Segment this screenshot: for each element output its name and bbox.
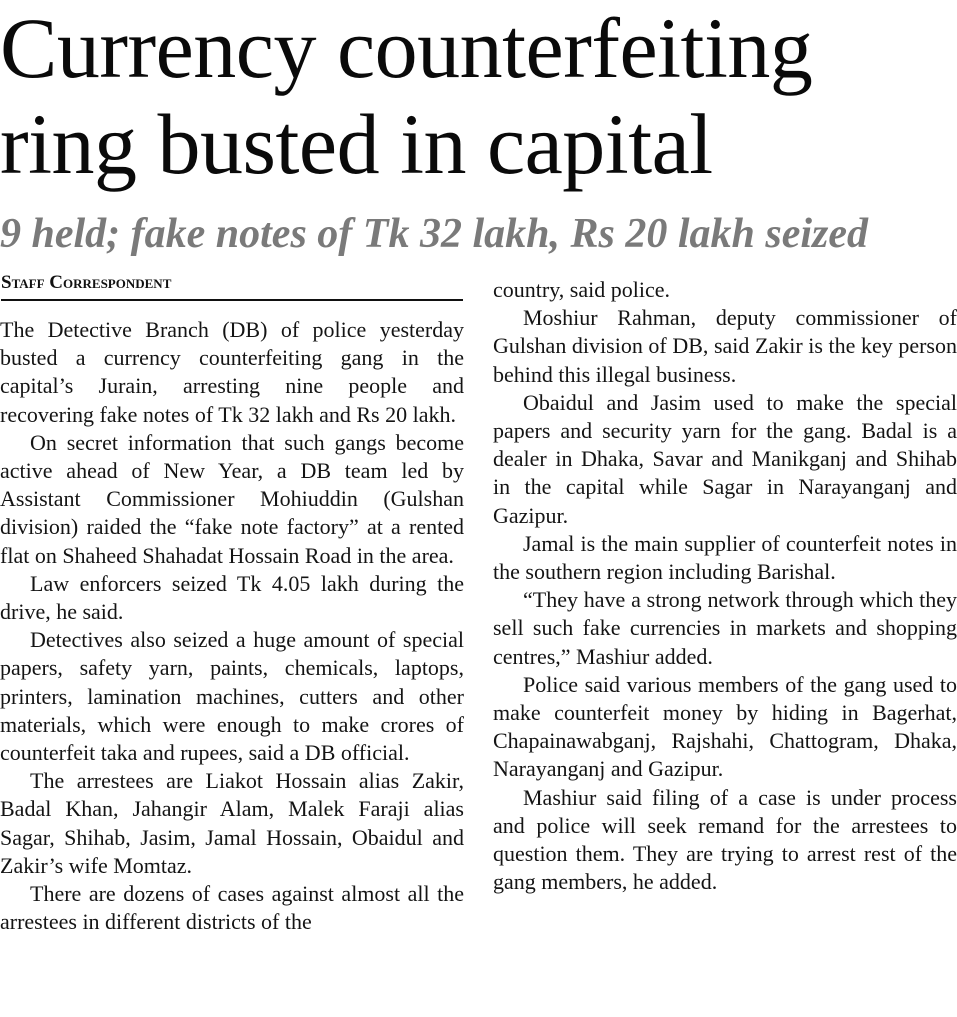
paragraph: Jamal is the main supplier of counterfeit notes in the southern region including Barishal. [493, 530, 957, 585]
paragraph: Detectives also seized a huge amount of special papers, safety yarn, paints, chemicals, laptops, printers, lamination machines, cutters and other materials, which were enough to make crores of counterfeit taka and rupees, said a DB official. [0, 627, 464, 766]
paragraph: Moshiur Rahman, deputy commissioner of Gulshan division of DB, said Zakir is the key person behind this illegal business. [493, 305, 957, 387]
paragraph: Mashiur said filing of a case is under process and police will seek remand for the arrestees to question them. They are trying to arrest rest of the gang members, he added. [493, 784, 957, 895]
paragraph: There are dozens of cases against almost all the arrestees in different districts of the [0, 881, 464, 935]
paragraph: The arrestees are Liakot Hossain alias Zakir, Badal Khan, Jahangir Alam, Malek Faraji alias Sagar, Shihab, Jasim, Jamal Hossain, Obaidul and Zakir’s wife Momtaz. [0, 768, 464, 878]
byline: Staff Correspondent [1, 272, 463, 301]
subheadline: 9 held; fake notes of Tk 32 lakh, Rs 20 lakh seized [0, 211, 868, 257]
headline-line-2: ring busted in capital [0, 96, 713, 192]
paragraph: The Detective Branch (DB) of police yesterday busted a currency counterfeiting gang in the capital’s Jurain, arresting nine people and recovering fake notes of Tk 32 lakh and Rs 20 lakh. [0, 317, 464, 427]
paragraph: On secret information that such gangs become active ahead of New Year, a DB team led by Assistant Commissioner Mohiuddin (Gulshan division) raided the “fake note factory” at a rented flat on Shaheed Shahadat Hossain Road in the area. [0, 429, 464, 568]
paragraph-continued: country, said police. [493, 277, 670, 302]
headline-line-1: Currency counterfeiting [0, 0, 813, 96]
paragraph: “They have a strong network through which they sell such fake currencies in markets and shopping centres,” Mashiur added. [493, 587, 957, 669]
paragraph: Obaidul and Jasim used to make the special papers and security yarn for the gang. Badal is a dealer in Dhaka, Savar and Manikganj and Shihab in the capital while Sagar in Narayanganj and Gazipur. [493, 389, 957, 528]
paragraph: Police said various members of the gang used to make counterfeit money by hiding in Bagerhat, Chapainawabganj, Rajshahi, Chattogram, Dhaka, Narayanganj and Gazipur. [493, 671, 957, 782]
headline [0, 0, 957, 192]
paragraph: Law enforcers seized Tk 4.05 lakh during the drive, he said. [0, 570, 464, 625]
article-column-left [0, 316, 464, 936]
article-column-right [493, 276, 957, 896]
